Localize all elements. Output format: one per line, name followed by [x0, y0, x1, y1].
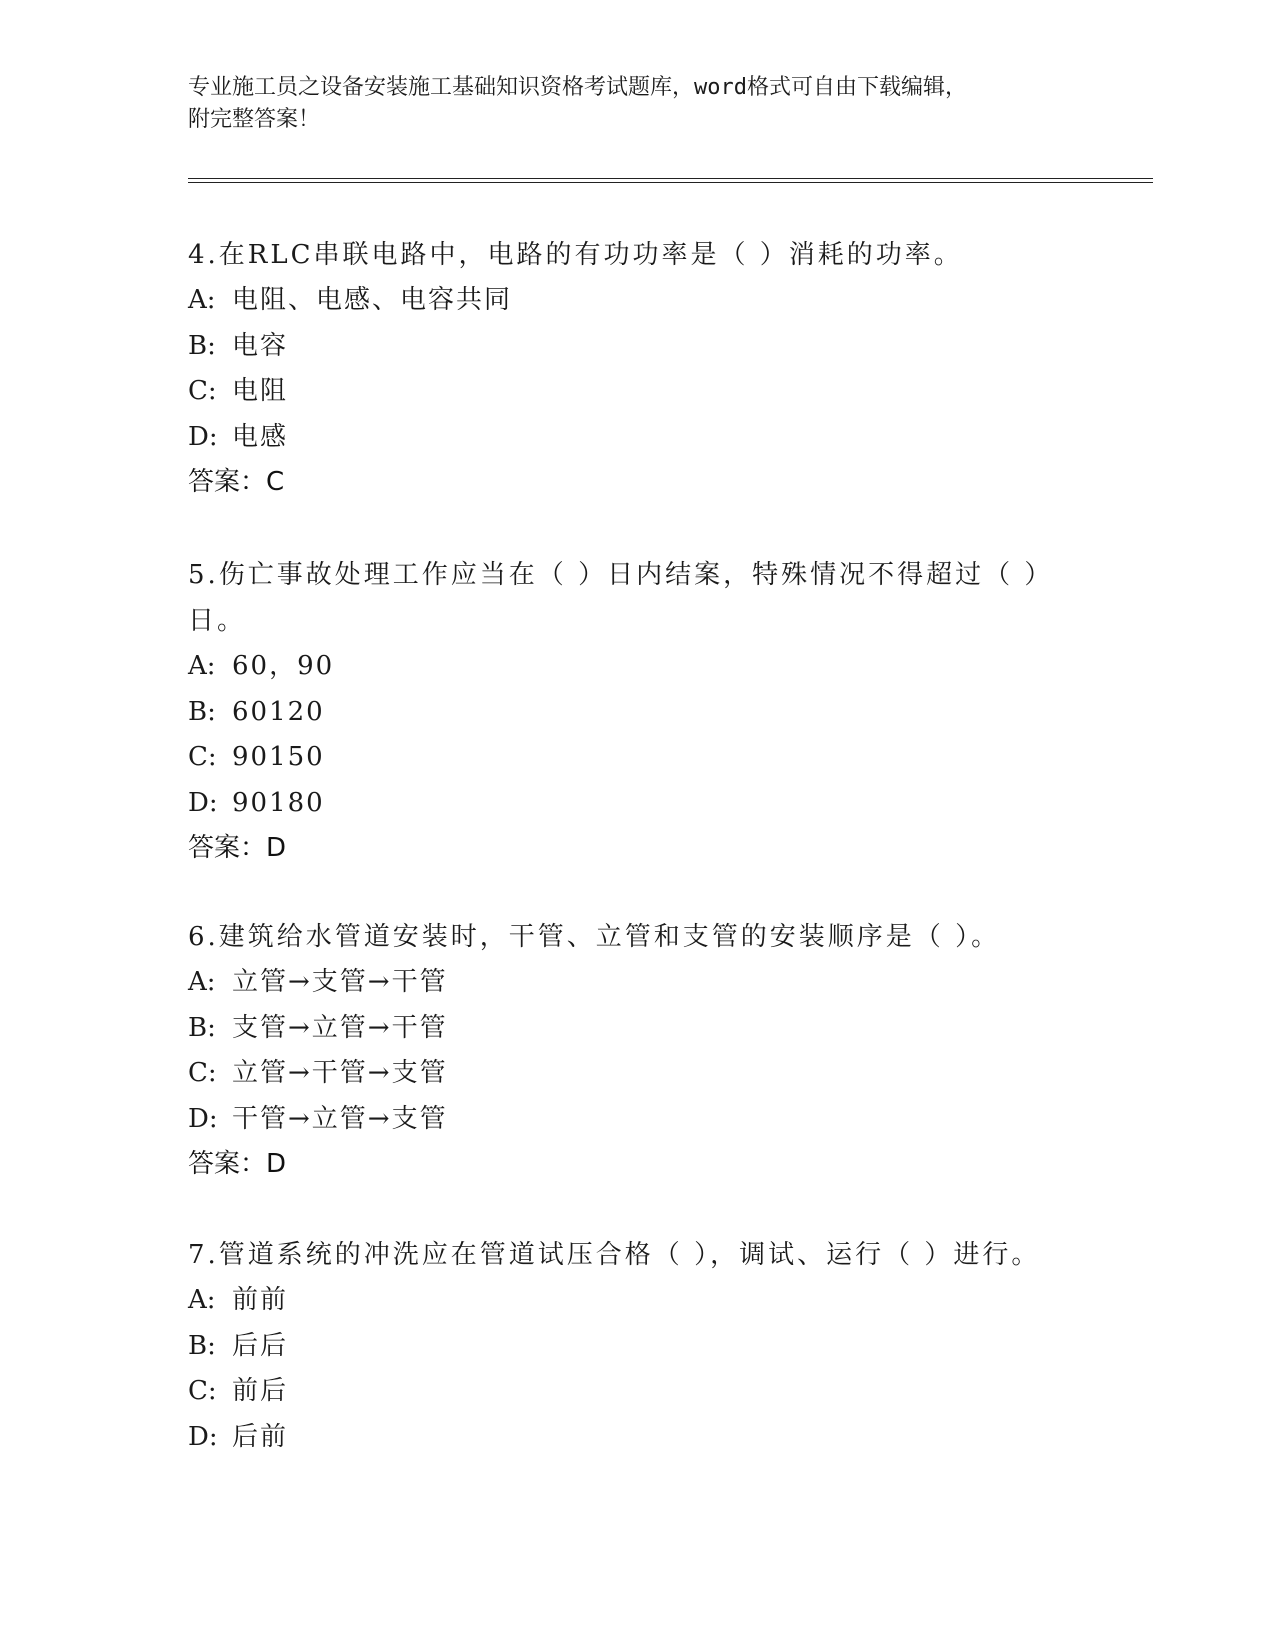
option-text: 电阻、电感、电容共同 — [232, 285, 513, 315]
option-c — [188, 1051, 1088, 1097]
option-letter: D: — [188, 421, 218, 452]
question-text: 5.伤亡事故处理工作应当在（ ）日内结案，特殊情况不得超过（ ） — [188, 560, 1054, 590]
option-c — [188, 735, 1088, 781]
question-7 — [188, 1232, 1088, 1460]
option-text: 电容 — [232, 330, 289, 361]
option-letter: B: — [188, 330, 216, 361]
option-letter: C: — [188, 742, 217, 772]
option-b — [188, 1324, 1088, 1370]
option-letter: C: — [188, 1058, 217, 1088]
option-letter: B: — [188, 696, 216, 727]
answer: 答案：C — [188, 467, 285, 497]
question-text: 7.管道系统的冲洗应在管道试压合格（ ），调试、运行（ ）进行。 — [188, 1240, 1041, 1270]
option-text: 干管→立管→支管 — [232, 1103, 448, 1134]
option-b — [188, 324, 1088, 370]
question-text: 6.建筑给水管道安装时，干管、立管和支管的安装顺序是（ ）。 — [188, 922, 1001, 952]
option-letter: A: — [188, 651, 216, 681]
option-d — [188, 415, 1088, 461]
option-text: 90180 — [232, 787, 325, 818]
option-text: 后前 — [232, 1421, 289, 1452]
option-text: 电感 — [232, 421, 289, 452]
option-text: 90150 — [232, 742, 325, 772]
option-text: 后后 — [232, 1330, 289, 1361]
document-header — [188, 72, 1088, 136]
header-line-1: 专业施工员之设备安装施工基础知识资格考试题库，word格式可自由下载编辑， — [188, 75, 967, 100]
option-letter: B: — [188, 1012, 216, 1043]
option-letter: B: — [188, 1330, 216, 1361]
option-letter: A: — [188, 1285, 216, 1315]
option-letter: A: — [188, 967, 216, 997]
question-6 — [188, 914, 1088, 1187]
option-text: 前后 — [232, 1376, 289, 1406]
question-5 — [188, 552, 1088, 871]
question-text-continued: 日。 — [188, 606, 247, 636]
option-a — [188, 644, 1088, 690]
option-c — [188, 1369, 1088, 1415]
option-text: 60，90 — [232, 651, 335, 681]
option-a — [188, 1278, 1088, 1324]
option-text: 支管→立管→干管 — [232, 1012, 448, 1043]
option-letter: C: — [188, 376, 217, 406]
option-d — [188, 781, 1088, 827]
option-text: 60120 — [232, 696, 325, 727]
option-b — [188, 1006, 1088, 1052]
option-c — [188, 369, 1088, 415]
option-b — [188, 690, 1088, 736]
option-text: 立管→干管→支管 — [232, 1058, 448, 1088]
option-letter: D: — [188, 1103, 218, 1134]
question-4 — [188, 232, 1088, 505]
header-divider-bottom — [188, 182, 1153, 183]
header-line-2: 附完整答案！ — [188, 107, 321, 132]
option-a — [188, 278, 1088, 324]
option-a — [188, 960, 1088, 1006]
option-letter: D: — [188, 787, 218, 818]
option-letter: D: — [188, 1421, 218, 1452]
answer: 答案：D — [188, 1149, 287, 1179]
option-text: 立管→支管→干管 — [232, 967, 448, 997]
question-text: 4.在RLC串联电路中，电路的有功功率是（ ）消耗的功率。 — [188, 240, 963, 270]
option-d — [188, 1097, 1088, 1143]
option-text: 电阻 — [232, 376, 289, 406]
option-letter: C: — [188, 1376, 217, 1406]
answer: 答案：D — [188, 833, 287, 863]
option-text: 前前 — [232, 1285, 289, 1315]
option-letter: A: — [188, 285, 216, 315]
option-d — [188, 1415, 1088, 1461]
header-divider-top — [188, 178, 1153, 179]
